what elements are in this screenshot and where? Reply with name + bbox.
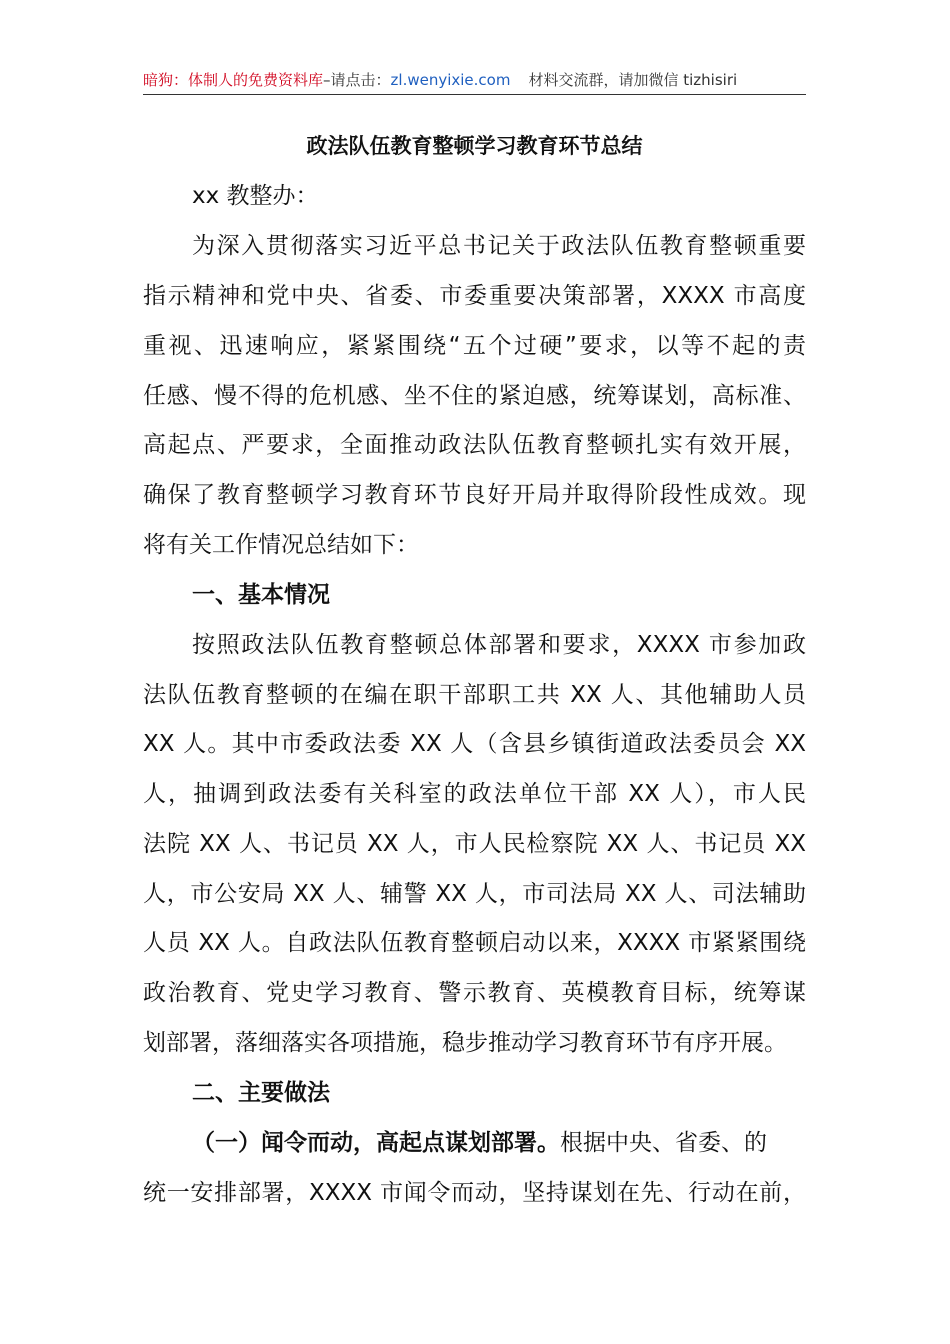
paragraph-line: 指示精神和党中央、省委、市委重要决策部署，XXXX 市高度 [143,283,806,309]
paragraph-line: 高起点、严要求，全面推动政法队伍教育整顿扎实有效开展， [143,432,806,458]
paragraph-line: 人，抽调到政法委有关科室的政法单位干部 XX 人），市人民 [143,781,806,807]
paragraph-line: 统一安排部署，XXXX 市闻令而动，坚持谋划在先、行动在前， [143,1180,806,1206]
paragraph-line: 为深入贯彻落实习近平总书记关于政法队伍教育整顿重要 [192,233,806,259]
page-header [143,66,806,95]
paragraph-line: 法队伍教育整顿的在编在职干部职工共 XX 人、其他辅助人员 [143,682,806,708]
paragraph-line: XX 人。其中市委政法委 XX 人（含县乡镇街道政法委员会 XX [143,731,806,757]
header-link[interactable]: zl.wenyixie.com [390,71,511,89]
paragraph-line: 划部署，落细落实各项措施，稳步推动学习教育环节有序开展。 [143,1030,787,1056]
header-prompt: –请点击： [323,71,391,89]
subsection-text: 根据中央、省委、的 [560,1130,767,1156]
paragraph-line: 人，市公安局 XX 人、辅警 XX 人，市司法局 XX 人、司法辅助 [143,881,806,907]
document-title: 政法队伍教育整顿学习教育环节总结 [306,134,643,158]
paragraph-line: 任感、慢不得的危机感、坐不住的紧迫感，统筹谋划，高标准、 [143,383,806,409]
paragraph-line: 人员 XX 人。自政法队伍教育整顿启动以来，XXXX 市紧紧围绕 [143,930,806,956]
paragraph-line: 重视、迅速响应，紧紧围绕“五个过硬”要求，以等不起的责 [143,333,806,359]
paragraph-line: 政治教育、党史学习教育、警示教育、英模教育目标，统筹谋 [143,980,806,1006]
salutation: xx 教整办： [192,183,319,209]
paragraph-line: 按照政法队伍教育整顿总体部署和要求，XXXX 市参加政 [192,632,806,658]
section-heading: 二、主要做法 [192,1080,330,1106]
paragraph-line: 将有关工作情况总结如下： [143,532,419,558]
section-heading: 一、基本情况 [192,582,330,608]
header-brand: 暗狗：体制人的免费资料库 [143,71,324,89]
paragraph-line: 确保了教育整顿学习教育环节良好开局并取得阶段性成效。现 [143,482,806,508]
header-note: 材料交流群，请加微信 tizhisiri [528,71,738,89]
paragraph-line: 法院 XX 人、书记员 XX 人，市人民检察院 XX 人、书记员 XX [143,831,806,857]
subsection-title: （一）闻令而动，高起点谋划部署。 [192,1130,560,1156]
subsection-line [192,1125,806,1161]
